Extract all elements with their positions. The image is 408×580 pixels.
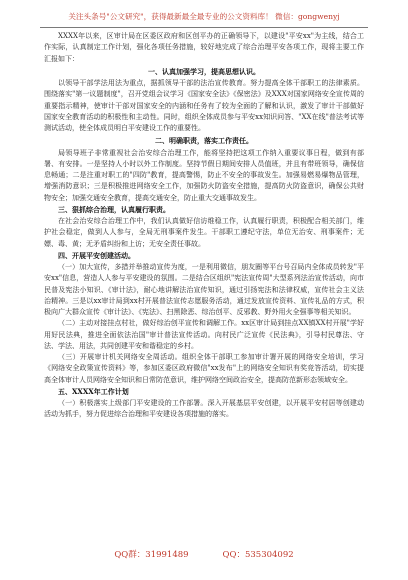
section-4-paragraph-1: （一）加大宣传，多措并举推动宣传为度，一是利用微信，朋友圈等平台号召局内全体成员转发"平安xx"信息，营造人人参与平安建设的氛围。二是结合区组织"宪法宣传周"大型系列法治宣传活动，向市民普及宪法小知识、《审计法》，耐心地讲解法治宣传知识，通过引扬宪法和法律权威，宣传社会主义法治精神。三是以xx审计局到xx村开展普法宣传志愿服务活动，通过发放宣传资料、宣传礼品的方式，积极向广大群众宣传《审计法》、《宪法》、扫黑除恶、综治创平、反邪教、野外用火全强事等相关知识。 (44, 263, 364, 316)
section-4-paragraph-3: （三）开展审计机关网络安全周活动。组织全体干部职工参加审计署开展的网络安全培训，学习《网络安全政策宣传资料》等，参加区委区政府微信"xx发布"上的网络安全知识有奖竞答活动，切实提高全体审计人员网络安全知识和日常防范意识，维护网络空间政治安全，提高防范新形态领域安全。 (44, 353, 364, 384)
footer-qq-contact: QQ：535304092 (222, 550, 294, 560)
page-footer (40, 548, 368, 562)
section-4-paragraph-2: （二）主动对接挂点村社，做好综治创平宣传和调解工作。xx区审计局到挂点XX镇XX村开展"学好用好民法典，推进全面依法治国"审计普法宣传活动。向村民广泛宣传《民法典》，引导村民尊法、守法、学法、用法，共同创建平安和谐稳定的乡村。 (44, 319, 364, 350)
header-divider (40, 27, 368, 28)
intro-paragraph: XXXX年以来，区审计局在区委区政府和区创平办的正确领导下，以建设"平安xx"为主线，结合工作实际，认真制定工作计划，强化各项任务措施，较好地完成了综合治理平安各项工作，现将主要工作汇报如下： (44, 32, 364, 63)
section-heading-1: 一、认真加强学习，提高思想认识。 (148, 66, 260, 76)
page-header-banner: 关注头条号"公文研究"，获得最新最全最专业的公文资料库！ 微信：gongwenyj (68, 12, 340, 21)
section-1-paragraph: 以领导干部学法用法为重点，据抓领导干部的法治宣传教育。努力提高全体干部职工的法律素质。围绕落实"第一议题制度"，召开党组会议学习《国家安全法》《保密法》及XXX对国家网络安全宣传周的重要指示精神，使审计干部对国家安全的内涵和任务有了较为全面的了解和认识，激发了审计干部做好国家安全教育活动的积极性和主动性。同时，组织全体成员参与平安xx知识问答、"XX在线"普法考试等测试活动，使全体成员明白平安建设工作的重要性。 (44, 79, 364, 132)
section-heading-5: 五、XXXX年工作计划 (58, 387, 129, 397)
section-5-paragraph: （一）积极落实上级部门平安建设的工作部署。深入开展基层平安创建，以开展平安村居等创建动活动为抓手，努力促进综合治理和平安建设各项措施的落实。 (44, 399, 364, 419)
section-2-paragraph: 局领导班子非常重视社会治安综合治理工作，能将坚持把这项工作纳入重要议事日程，做到有部署、有安排。一是坚持人小时以外工作制度。坚持节假日期间安排人员值班，并且有带班领导，确保信息畅通；二是注重对职工的"四防"教育，提高警惕，防止不安全的事故发生。加强易燃易爆物品管理，增强消防意识；三是积极推进网络安全工作，加强防火防盗安全措施，提高防火防盗意识，确保公共财物安全；加强交通安全教育，提高交通安全，防止重大交通事故发生。 (44, 148, 364, 202)
document-body (44, 31, 364, 539)
section-heading-3: 三、狠抓综合治理，认真履行职责。 (58, 205, 170, 215)
section-3-paragraph: 在社会治安综合治理工作中，我们认真做好信访维稳工作，认真履行职责，积极配合相关部门，维护社会稳定，做到人人参与，全局无刑事案件发生。干部职工遵纪守法，单位无治安、刑事案件；无嫖、毒、黄；无矛盾纠纷和上访；无安全责任事故。 (44, 217, 364, 248)
section-heading-2: 二、明确职责，落实工作责任。 (155, 136, 253, 146)
footer-qq-group: QQ群：31991489 (114, 550, 189, 560)
section-heading-4: 四、开展平安创建活动。 (58, 251, 135, 261)
